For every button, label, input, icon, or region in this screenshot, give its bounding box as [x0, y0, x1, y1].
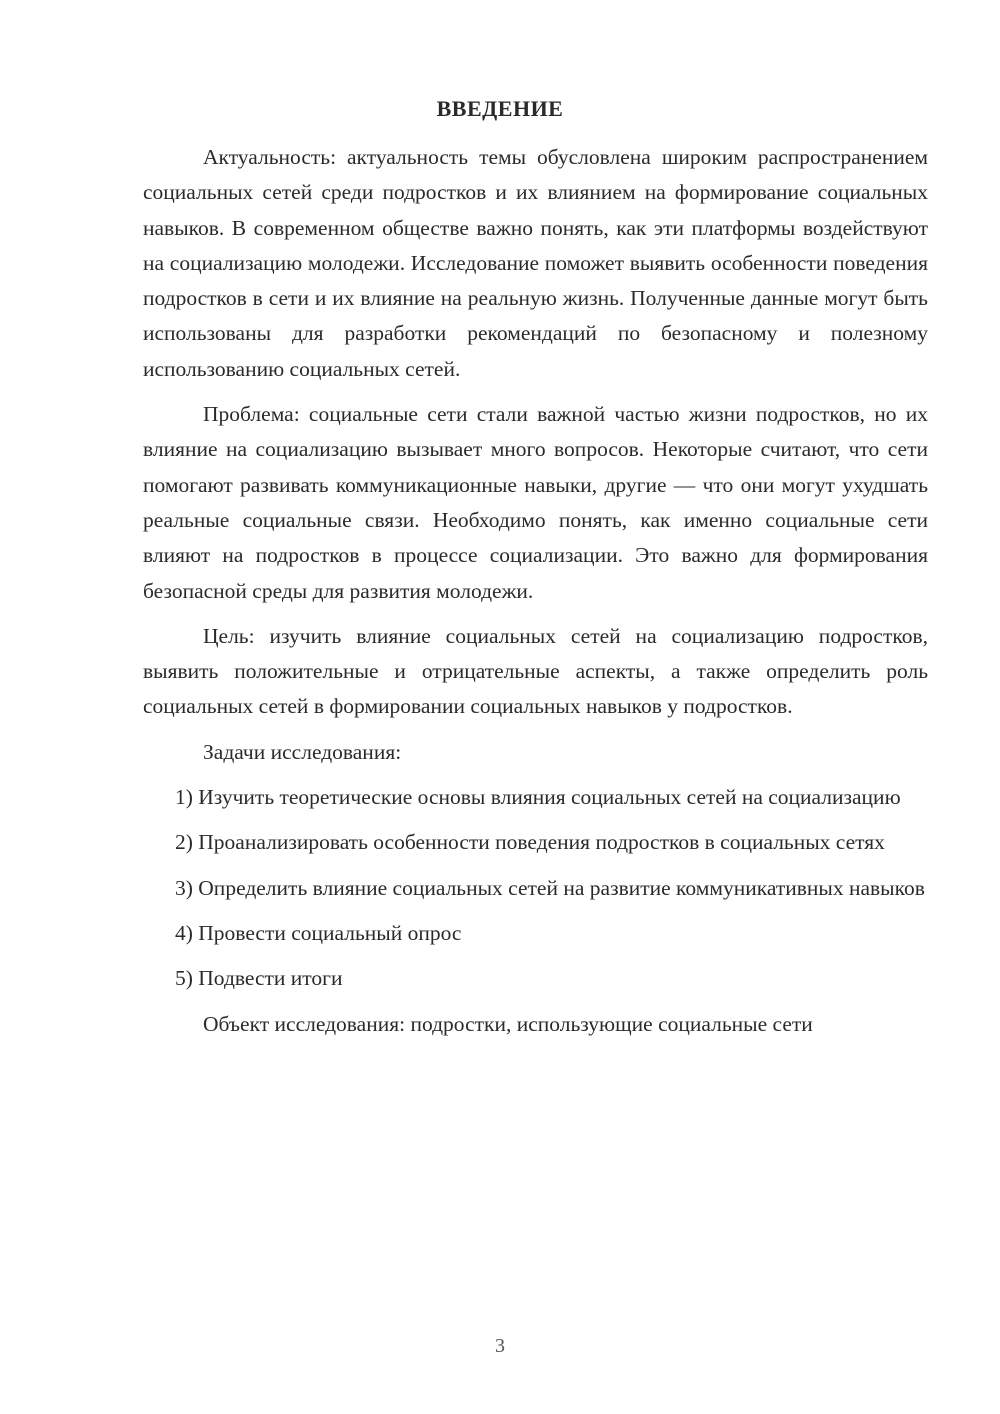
- paragraph-goal: Цель: изучить влияние социальных сетей на социализацию подростков, выявить положительные и отрицательные аспекты, а также определить роль социальных сетей в формировании социальных навыков у подростков.: [143, 623, 928, 719]
- page-title: ВВЕДЕНИЕ: [436, 96, 564, 121]
- paragraph-relevance: Актуальность: актуальность темы обусловлена широким распространением социальных сетей среди подростков и их влиянием на формирование социальных навыков. В современном обществе важно понять, как эти платформы воздействуют на социализацию молодежи. Исследование поможет выявить особенности поведения подростков в сети и их влияние на реальную жизнь. Полученные данные могут быть использованы для разработки рекомендаций по безопасному и полезному использованию социальных сетей.: [143, 145, 928, 381]
- task-item-5: 5) Подвести итоги: [175, 966, 343, 991]
- task-item-4: 4) Провести социальный опрос: [175, 920, 462, 945]
- task-item-1: 1) Изучить теоретические основы влияния социальных сетей на социализацию: [175, 785, 901, 810]
- paragraph-problem: Проблема: социальные сети стали важной частью жизни подростков, но их влияние на социализацию вызывает много вопросов. Некоторые считают, что сети помогают развивать коммуникационные навыки, другие — что они могут ухудшать реальные социальные связи. Необходимо понять, как именно социальные сети влияют на подростков в процессе социализации. Это важно для формирования безопасной среды для развития молодежи.: [143, 402, 928, 603]
- body-text: [143, 140, 928, 1052]
- paragraph-tasks-heading: Задачи исследования:: [203, 739, 402, 764]
- page-number: 3: [495, 1335, 505, 1357]
- task-item-3: 3) Определить влияние социальных сетей на развитие коммуникативных навыков: [175, 875, 925, 900]
- task-item-2: 2) Проанализировать особенности поведения подростков в социальных сетях: [175, 830, 885, 855]
- paragraph-object: Объект исследования: подростки, использующие социальные сети: [203, 1011, 813, 1036]
